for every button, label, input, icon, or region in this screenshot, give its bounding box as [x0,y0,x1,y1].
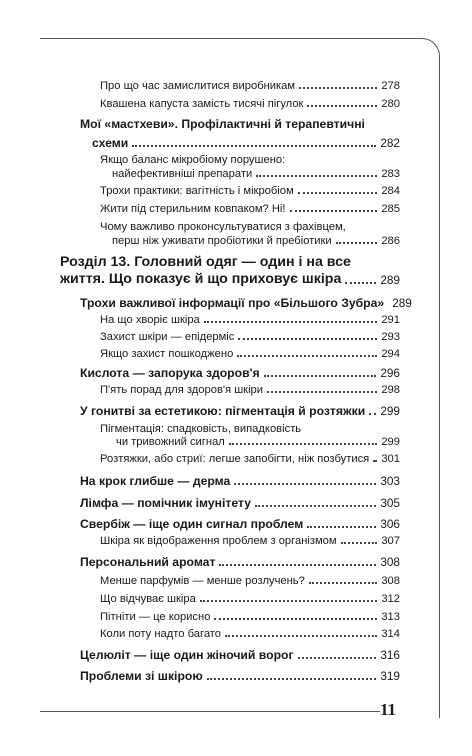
entry-page: 307 [381,535,400,547]
entry-title: Трохи важливої інформації про «Більшого Зубра» [80,296,385,310]
entry-title: Целюліт — іще один жіночий ворог [80,648,294,662]
entry-title: На що хворіє шкіра [100,314,200,326]
leader-dots [298,191,378,194]
toc-entry[interactable] [80,555,400,569]
entry-title: Пітніти — це корисно [100,611,211,623]
toc-entry[interactable] [100,628,400,640]
entry-title: Кислота — запорука здоров'я [80,366,260,380]
toc-entry-line[interactable]: Мої «мастхеви». Профілактичні й терапевтичні [80,117,365,131]
entry-title: перш ніж уживати пробіотики й пребіотики [112,235,332,247]
entry-page: 299 [380,404,400,418]
leader-dots [307,525,376,528]
toc-entry[interactable] [100,331,400,343]
entry-title: Про що час замислитися виробникам [100,80,296,92]
toc-entry[interactable] [112,168,400,180]
leader-dots [309,581,377,584]
toc-entry[interactable] [80,296,412,310]
toc-entry-line[interactable]: Чому важливо проконсультуватися з фахівцем, [100,221,346,233]
toc-entry[interactable] [100,593,400,605]
toc-entry[interactable] [100,575,400,587]
entry-title: Квашена капуста замість тисячі пігулок [100,98,304,110]
entry-title: У гонитві за естетикою: пігментація й розтяжки [80,404,366,418]
entry-title: Жити під стерильним ковпаком? Ні! [100,203,286,215]
leader-dots [369,412,376,415]
leader-dots [298,656,377,659]
entry-page: 293 [381,331,400,343]
entry-title: найефективніші препарати [112,168,253,180]
toc-entry[interactable] [100,185,400,197]
leader-dots [234,482,376,485]
entry-page: 278 [381,80,400,92]
leader-dots [299,86,377,89]
entry-page: 306 [380,517,400,531]
leader-dots [237,354,377,357]
entry-page: 314 [381,628,400,640]
entry-title: Розтяжки, або стриї: легше запобігти, ніж позбутися [100,453,370,465]
entry-page: 299 [381,436,400,448]
entry-page: 296 [380,366,400,380]
entry-title: Трохи практики: вагітність і мікробіом [100,185,294,197]
toc-entry[interactable] [80,669,400,683]
entry-page: 303 [380,474,400,488]
entry-page: 289 [392,296,412,310]
entry-page: 284 [381,185,400,197]
leader-dots [307,104,377,107]
entry-title: Персональний аромат [80,555,216,569]
toc-entry[interactable] [80,496,400,510]
entry-title: чи тривожний сигнал [116,436,225,448]
entry-page: 282 [380,136,400,150]
toc-entry-line[interactable]: Пігментація: спадковість, випадковість [100,423,302,435]
leader-dots [264,374,377,377]
leader-dots [290,209,378,212]
entry-title: Якщо захист пошкоджено [100,348,234,360]
leader-dots [256,174,377,177]
toc-entry[interactable] [100,453,400,465]
toc-entry[interactable] [80,648,400,662]
entry-page: 289 [380,273,400,287]
leader-dots [238,337,377,340]
entry-title: Менше парфумів — менше розлучень? [100,575,305,587]
leader-dots [255,504,376,507]
leader-dots [345,281,376,284]
toc-entry[interactable] [100,348,400,360]
toc-entry[interactable] [112,235,400,247]
leader-dots [267,390,377,393]
toc-entry[interactable] [80,404,400,418]
toc-entry[interactable] [100,80,400,92]
entry-page: 319 [380,669,400,683]
entry-title: Захист шкіри — епідерміс [100,331,235,343]
entry-page: 283 [381,168,400,180]
leader-dots [207,677,377,680]
entry-page: 285 [381,203,400,215]
entry-page: 301 [381,453,400,465]
leader-dots [219,563,376,566]
entry-title: схеми [92,136,129,150]
entry-page: 291 [381,314,400,326]
toc-entry[interactable] [100,203,400,215]
entry-page: 294 [381,348,400,360]
leader-dots [336,241,378,244]
toc-entry[interactable] [100,98,400,110]
entry-page: 308 [381,575,400,587]
leader-dots [200,599,377,602]
toc-entry[interactable] [100,535,400,547]
entry-title: Що відчуває шкіра [100,593,196,605]
leader-dots [229,442,378,445]
entry-title: На крок глибше — дерма [80,474,231,488]
entry-page: 308 [380,555,400,569]
toc-entry[interactable] [80,474,400,488]
chapter-heading-line2[interactable] [60,271,400,287]
entry-title: Коли поту надто багато [100,628,222,640]
leader-dots [225,634,377,637]
toc-entry[interactable] [100,611,400,623]
entry-page: 312 [381,593,400,605]
toc-entry-line[interactable]: Якщо баланс мікробіому порушено: [100,154,286,166]
entry-page: 280 [381,98,400,110]
page-number: 11 [380,700,397,719]
leader-dots [373,459,377,462]
entry-title: Свербіж — іще один сигнал проблем [80,517,304,531]
entry-page: 313 [381,611,400,623]
entry-title: П'ять порад для здоров'я шкіри [100,384,264,396]
entry-page: 305 [380,496,400,510]
toc-entry[interactable] [92,136,400,150]
leader-dots [204,320,378,323]
toc-entry[interactable] [116,436,400,448]
entry-page: 316 [380,648,400,662]
footer-rule [40,711,380,712]
entry-title: Шкіра як відображення проблем з організмом [100,535,337,547]
entry-page: 286 [381,235,400,247]
entry-title: Проблеми зі шкірою [80,669,203,683]
entry-title: Лімфа — помічник імунітету [80,496,252,510]
chapter-heading-line1[interactable] [60,254,351,270]
entry-page: 298 [381,384,400,396]
toc-entry[interactable] [80,517,400,531]
chapter-label: Розділ 13. [60,254,131,270]
leader-dots [214,617,377,620]
toc-entry[interactable] [100,384,400,396]
leader-dots [341,541,378,544]
toc-entry[interactable] [100,314,400,326]
toc-entry[interactable] [80,366,400,380]
leader-dots [132,144,376,147]
chapter-title-line1: Головний одяг — один і на все [134,254,351,270]
chapter-title-line2: життя. Що показує й що приховує шкіра [60,271,342,287]
